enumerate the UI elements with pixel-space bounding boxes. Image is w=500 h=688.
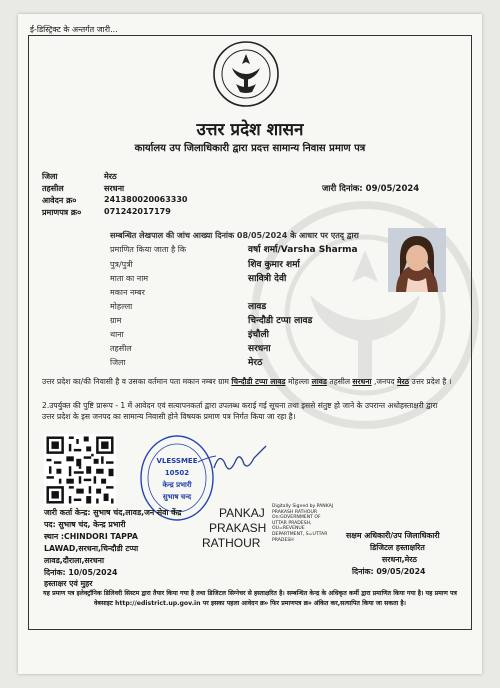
field-value-tehsil: सरधना xyxy=(248,344,271,354)
certificate-number-value: 071242017179 xyxy=(104,207,171,216)
field-value-father: शिव कुमार शर्मा xyxy=(248,260,300,270)
issuer-sign-label: हस्ताक्षर एवं मुहर xyxy=(44,579,93,588)
seal-number: 10502 xyxy=(164,469,190,477)
field-label-mother: माता का नाम xyxy=(110,274,149,283)
header-note: ई-डिस्ट्रिक्ट के अन्तर्गत जारी... xyxy=(30,25,118,34)
district-label: जिला xyxy=(42,172,58,181)
field-label-village: ग्राम xyxy=(110,316,122,325)
field-value-district: मेरठ xyxy=(248,358,263,368)
field-value-mother: सावित्री देवी xyxy=(248,274,287,284)
applicant-photo xyxy=(388,228,446,292)
tehsil-label: तहसील xyxy=(42,184,64,193)
field-label-district: जिला xyxy=(110,358,126,367)
issue-date: जारी दिनांक: 09/05/2024 xyxy=(322,184,420,194)
application-label: आवेदन क्र० xyxy=(42,196,77,205)
authority-date: दिनांक: 09/05/2024 xyxy=(352,567,426,576)
field-label-house: मकान नम्बर xyxy=(110,288,145,297)
field-label-mohalla: मोहल्ला xyxy=(110,302,133,311)
issuer-place-1: स्थान :CHINDORI TAPPA xyxy=(44,532,138,541)
field-label-police-station: थाना xyxy=(110,330,124,339)
seal-code: VLESSMEE xyxy=(156,457,198,465)
handwritten-signature xyxy=(210,440,270,480)
signer-name-1: PANKAJ xyxy=(219,506,265,520)
up-emblem-logo xyxy=(212,40,280,108)
signer-name-2: PRAKASH xyxy=(209,521,267,535)
issuer-centre: जारी कर्ता केन्द्र: सुभाष चंद,लावड,जन सेवा केंद्र xyxy=(44,508,182,517)
issuer-place-2: LAWAD,सरधना,चिन्दौडी टप्पा xyxy=(44,544,139,553)
issuer-post: पद: सुभाष चंद, केन्द्र प्रभारी xyxy=(44,520,126,529)
application-value: 241380020063330 xyxy=(104,195,188,204)
verification-statement: 2.उपर्युक्त की पुष्टि प्रारूप - 1 में आवेदन एवं सत्यापनकर्ता द्वारा उपलब्ध कराई गई सूचना तथा इससे संतुष्ट हो जाने के उपरान्त अधोहस्ताक्षरी द्वारा उत्तर प्रदेश के इस जनपद का सामान्य निवासी होने विषयक प्रमाण पत्र निर्गत किया जा रहा है। xyxy=(42,401,438,421)
footer-note: यह प्रमाण पत्र इलेक्ट्रॉनिक डिलिवरी सिस्टम द्वारा तैयार किया गया है तथा डिजिटल सिग्नेचर से हस्ताक्षरित है। सम्बन्धित केन्द्र के अधिकृत कर्मी द्वारा प्रमाणित किया गया है। यह प्रमाण पत्र वेबसाइट http://edistrict.up.gov.in पर इसका पहला आवेदन क्र० फिर प्रमाणपत्र क्र० अंकित कर,सत्यापित किया जा सकता है। xyxy=(43,590,457,607)
authority-title: सक्षम अधिकारी/उप जिलाधिकारी xyxy=(346,531,440,540)
issuer-place-3: लावड,दौराला,सरधना xyxy=(44,556,105,565)
field-label-child-of: पुत्र/पुत्री xyxy=(110,260,133,269)
residence-statement: उत्तर प्रदेश का/की निवासी है व उसका वर्तमान पता मकान नम्बर ग्राम चिन्दौडी टप्पा लावड मोहल्ला लावड तहसील सरधना ,जनपद मेरठ उत्तर प्रदेश है । xyxy=(42,377,452,386)
page-subtitle: कार्यालय उप जिलाधिकारी द्वारा प्रदत्त सामान्य निवास प्रमाण पत्र xyxy=(134,143,366,154)
district-value: मेरठ xyxy=(104,172,117,181)
field-value-name: वर्षा शर्मा/Varsha Sharma xyxy=(248,245,358,255)
signer-name-3: RATHOUR xyxy=(202,536,261,550)
qr-code xyxy=(44,434,116,506)
certificate-number-label: प्रमाणपत्र क्र० xyxy=(42,208,82,217)
tehsil-value: सरधना xyxy=(104,184,125,193)
seal-line-1: केन्द्र प्रभारी xyxy=(162,481,192,489)
seal-line-2: सुभाष चन्द xyxy=(162,493,192,501)
authority-location: सरधना,मेरठ xyxy=(382,555,417,564)
field-label-certified: प्रमाणित किया जाता है कि xyxy=(110,245,187,254)
field-value-mohalla: लावड xyxy=(248,302,267,312)
field-label-tehsil: तहसील xyxy=(110,344,132,353)
issuer-date: दिनांक: 10/05/2024 xyxy=(44,568,118,577)
field-value-police-station: इंचौली xyxy=(248,330,269,340)
page-title: उत्तर प्रदेश शासन xyxy=(196,120,304,140)
intro-line: सम्बन्धित लेखपाल की जांच आख्या दिनांक 08/05/2024 के आधार पर एतद् द्वारा xyxy=(110,231,359,240)
authority-digital: डिजिटल हस्ताक्षरित xyxy=(370,543,425,552)
field-value-village: चिन्दौडी टप्पा लावड xyxy=(248,316,313,326)
digital-sign-info: Digitally Signed by PANKAJ PRAKASH RATHOUR On:GOVERNMENT OF UTTAR PRADESH, OU=REVENUE DEPARTMENT, S=UTTAR PRADESH xyxy=(272,504,334,543)
